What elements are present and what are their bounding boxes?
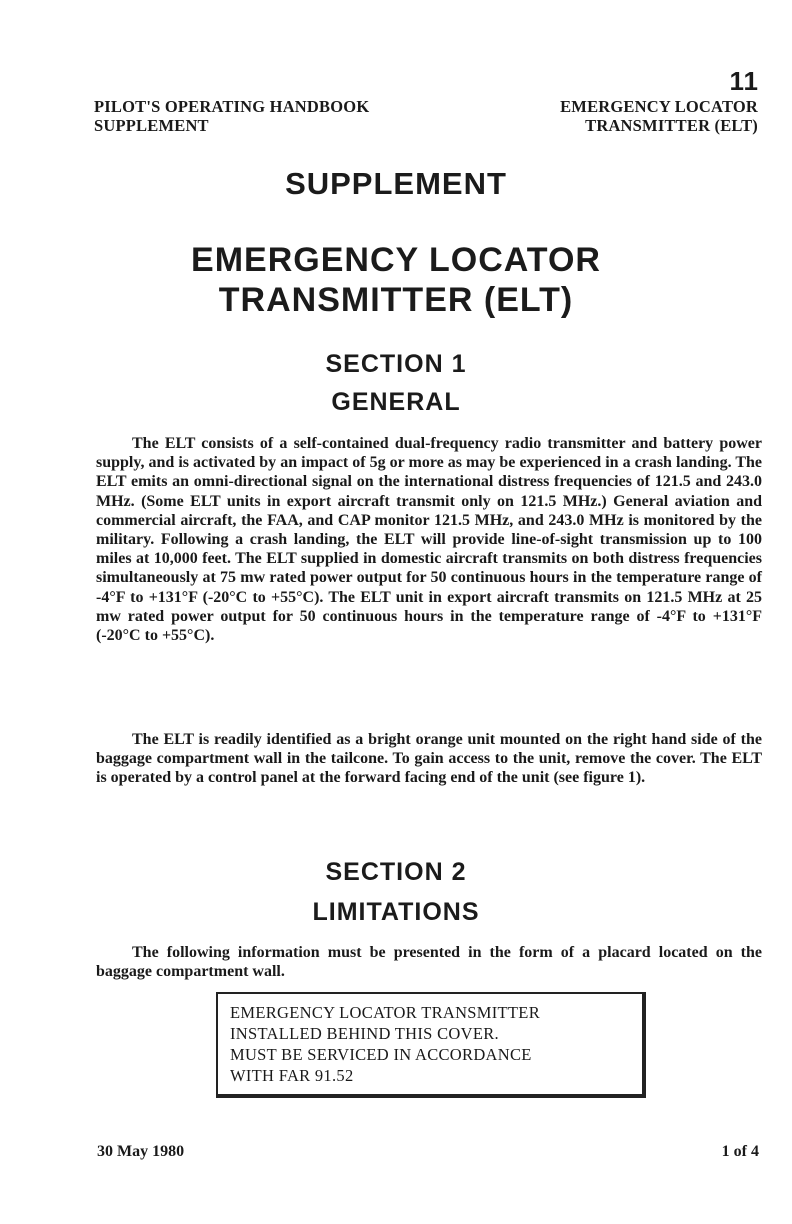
footer-date: 30 May 1980 (97, 1143, 185, 1160)
header-left-line-1: PILOT'S OPERATING HANDBOOK (94, 97, 370, 116)
section-2-paragraph-1: The following information must be presented in the form of a placard located on the baggage compartment wall. (96, 944, 762, 981)
placard-line-3: MUST BE SERVICED IN ACCORDANCE (230, 1045, 532, 1064)
placard-line-1: EMERGENCY LOCATOR TRANSMITTER (230, 1003, 540, 1022)
header-right-line-2: TRANSMITTER (ELT) (585, 116, 758, 135)
section-1-number: SECTION 1 (325, 350, 467, 378)
section-1-paragraph-2: The ELT is readily identified as a bright orange unit mounted on the right hand side of the baggage compartment wall in the tailcone. To gain access to the unit, remove the cover. The ELT is operated by a control panel at the forward facing end of the unit (see figure 1). (96, 731, 762, 787)
footer-page-number: 1 of 4 (721, 1143, 759, 1160)
supplement-number: 11 (729, 66, 759, 96)
header-right-line-1: EMERGENCY LOCATOR (560, 97, 758, 116)
title-line-2: TRANSMITTER (ELT) (218, 281, 574, 319)
section-1-name: GENERAL (331, 388, 461, 416)
header-right (560, 97, 758, 135)
header-left (94, 97, 369, 135)
header-left-line-2: SUPPLEMENT (94, 116, 209, 135)
supplement-heading: SUPPLEMENT (285, 166, 507, 201)
document-title (0, 240, 792, 320)
title-line-1: EMERGENCY LOCATOR (191, 241, 601, 279)
section-2-name: LIMITATIONS (312, 898, 480, 926)
placard-line-4: WITH FAR 91.52 (230, 1066, 354, 1085)
section-1-paragraph-1: The ELT consists of a self-contained dual-frequency radio transmitter and battery power supply, and is activated by an impact of 5g or more as may be experienced in a crash landing. The ELT emits an omni-directional signal on the international distress frequencies of 121.5 and 243.0 MHz. (Some ELT units in export aircraft transmit only on 121.5 MHz.) General aviation and commercial aircraft, the FAA, and CAP monitor 121.5 MHz, and 243.0 MHz is monitored by the military. Following a crash landing, the ELT will provide line-of-sight transmission up to 100 miles at 10,000 feet. The ELT supplied in domestic aircraft transmits on both distress frequencies simultaneously at 75 mw rated power output for 50 continuous hours in the temperature range of -4°F to +131°F (-20°C to +55°C). The ELT unit in export aircraft transmits on 121.5 MHz at 25 mw rated power output for 50 continuous hours in the temperature range of -4°F to +131°F (-20°C to +55°C). (96, 435, 762, 645)
placard-line-2: INSTALLED BEHIND THIS COVER. (230, 1024, 499, 1043)
elt-placard (216, 992, 646, 1098)
section-2-number: SECTION 2 (325, 858, 467, 886)
